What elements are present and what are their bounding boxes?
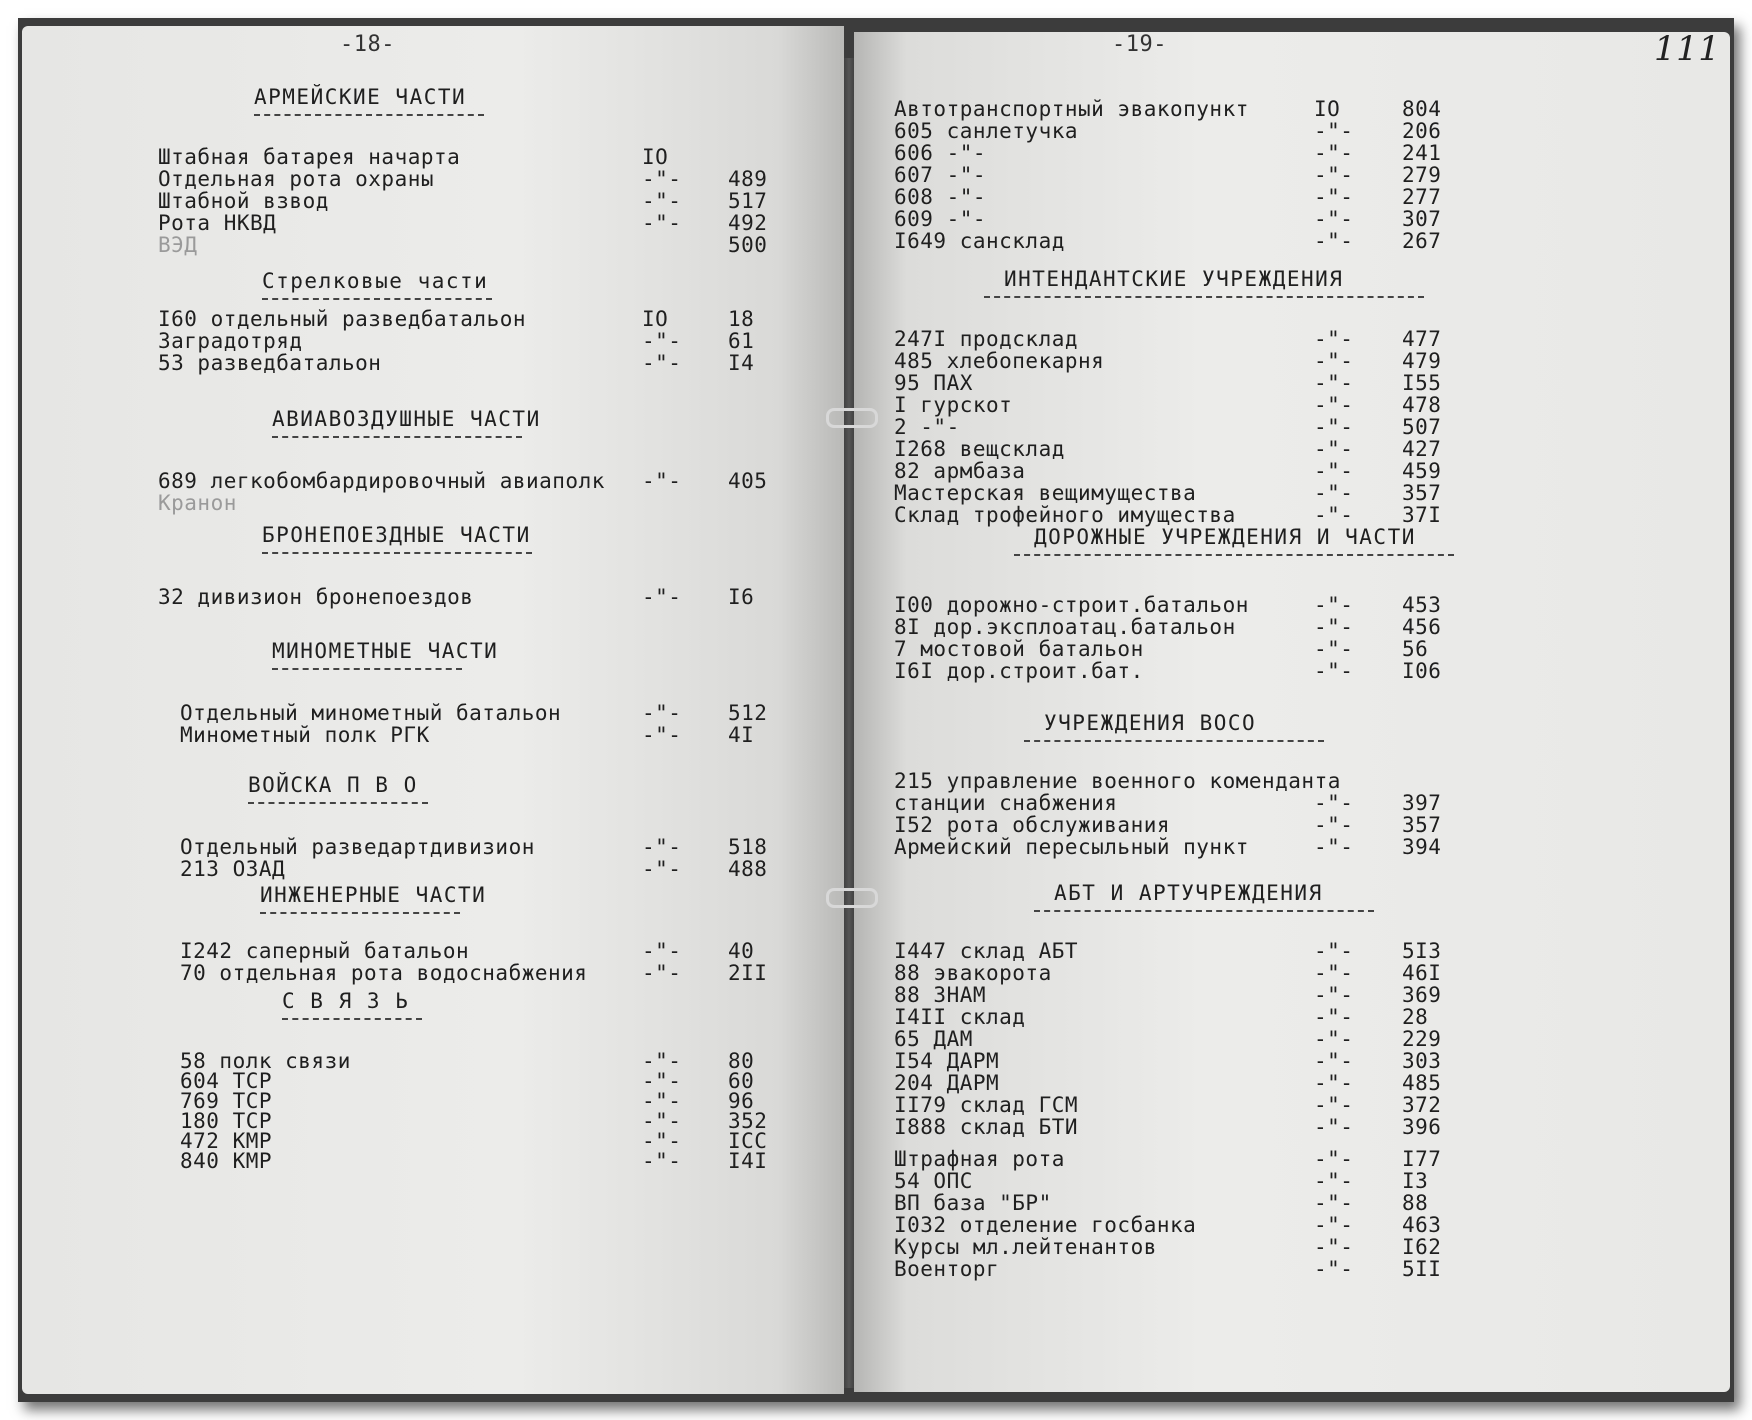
heading-underline [272, 436, 522, 438]
entry-number: 60 [728, 1069, 755, 1093]
entry-number: I3 [1402, 1169, 1429, 1193]
section-heading: УЧРЕЖДЕНИЯ ВОСО [1044, 711, 1257, 735]
entry-name: 840 КМР [180, 1149, 273, 1173]
entry-number: 369 [1402, 983, 1442, 1007]
entry-number: 241 [1402, 141, 1442, 165]
ditto-mark: -"- [1314, 1213, 1354, 1237]
ditto-mark: -"- [1314, 393, 1354, 417]
entry-number: 405 [728, 469, 768, 493]
entry-number: 61 [728, 329, 755, 353]
ditto-mark: -"- [642, 329, 682, 353]
entry-name: Мастерская вещимущества [894, 481, 1197, 505]
entry-number: I4 [728, 351, 755, 375]
entry-name: I6I дор.строит.бат. [894, 659, 1144, 683]
entry-name: I00 дорожно-строит.батальон [894, 593, 1249, 617]
entry-name: 689 легкобомбардировочный авиаполк [158, 469, 605, 493]
entry-number: 479 [1402, 349, 1442, 373]
ditto-mark: -"- [642, 1109, 682, 1133]
entry-name: I447 склад АБТ [894, 939, 1079, 963]
entry-name: 608 -"- [894, 185, 987, 209]
entry-number: 804 [1402, 97, 1442, 121]
entry-name: Военторг [894, 1257, 1000, 1281]
entry-number: 80 [728, 1049, 755, 1073]
ditto-mark: -"- [1314, 961, 1354, 985]
heading-underline [1014, 554, 1454, 556]
entry-number: 277 [1402, 185, 1442, 209]
entry-name: 204 ДАРМ [894, 1071, 1000, 1095]
entry-number: 488 [728, 857, 768, 881]
ditto-mark: IO [642, 307, 669, 331]
ditto-mark: -"- [1314, 349, 1354, 373]
heading-underline [282, 1018, 422, 1020]
entry-name: 769 ТСР [180, 1089, 273, 1113]
entry-name: I54 ДАРМ [894, 1049, 1000, 1073]
section-heading: ИНТЕНДАНТСКИЕ УЧРЕЖДЕНИЯ [1004, 267, 1344, 291]
entry-number: 279 [1402, 163, 1442, 187]
entry-name: 606 -"- [894, 141, 987, 165]
ditto-mark: -"- [1314, 229, 1354, 253]
entry-name: 609 -"- [894, 207, 987, 231]
heading-underline [262, 552, 532, 554]
entry-name: 65 ДАМ [894, 1027, 973, 1051]
section-heading: АРМЕЙСКИЕ ЧАСТИ [254, 85, 467, 109]
entry-number: 37I [1402, 503, 1442, 527]
ditto-mark: -"- [1314, 939, 1354, 963]
entry-name: Склад трофейного имущества [894, 503, 1236, 527]
entry-number: 372 [1402, 1093, 1442, 1117]
ditto-mark: -"- [642, 585, 682, 609]
entry-name: Рота НКВД [158, 211, 277, 235]
entry-name: Штабной взвод [158, 189, 329, 213]
ditto-mark: -"- [1314, 835, 1354, 859]
ditto-mark: -"- [1314, 119, 1354, 143]
entry-number: 512 [728, 701, 768, 725]
entry-name: Штрафная рота [894, 1147, 1065, 1171]
entry-name: I268 вещсклад [894, 437, 1065, 461]
ditto-mark: -"- [1314, 1257, 1354, 1281]
entry-number: 500 [728, 233, 768, 257]
heading-underline [272, 668, 462, 670]
entry-number: 357 [1402, 813, 1442, 837]
entry-number: 396 [1402, 1115, 1442, 1139]
ditto-mark: -"- [642, 835, 682, 859]
ditto-mark: -"- [1314, 791, 1354, 815]
entry-name: 247I продсклад [894, 327, 1079, 351]
entry-number: 453 [1402, 593, 1442, 617]
section-heading: БРОНЕПОЕЗДНЫЕ ЧАСТИ [262, 523, 531, 547]
ditto-mark: -"- [1314, 1027, 1354, 1051]
ditto-mark: -"- [1314, 1071, 1354, 1095]
entry-number: 477 [1402, 327, 1442, 351]
section-heading: Стрелковые части [262, 269, 489, 293]
entry-number: I06 [1402, 659, 1442, 683]
entry-number: 492 [728, 211, 768, 235]
ditto-mark: -"- [642, 351, 682, 375]
entry-number: 46I [1402, 961, 1442, 985]
entry-name: Кранон [158, 491, 237, 515]
entry-number: 518 [728, 835, 768, 859]
section-heading: АВИАВОЗДУШНЫЕ ЧАСТИ [272, 407, 541, 431]
entry-name: 472 КМР [180, 1129, 273, 1153]
entry-name: 485 хлебопекарня [894, 349, 1105, 373]
entry-name: 95 ПАХ [894, 371, 973, 395]
entry-name: 7 мостовой батальон [894, 637, 1144, 661]
entry-name: 213 ОЗАД [180, 857, 286, 881]
left-page [22, 26, 844, 1394]
ditto-mark: -"- [1314, 1147, 1354, 1171]
entry-number: 463 [1402, 1213, 1442, 1237]
ditto-mark: -"- [1314, 1169, 1354, 1193]
ditto-mark: -"- [1314, 1049, 1354, 1073]
ditto-mark: -"- [642, 701, 682, 725]
entry-name: II79 склад ГСМ [894, 1093, 1079, 1117]
entry-number: 56 [1402, 637, 1429, 661]
ditto-mark: -"- [1314, 459, 1354, 483]
ditto-mark: -"- [642, 211, 682, 235]
entry-number: 397 [1402, 791, 1442, 815]
entry-name: 58 полк связи [180, 1049, 351, 1073]
ditto-mark: -"- [642, 1069, 682, 1093]
entry-number: 485 [1402, 1071, 1442, 1095]
ditto-mark: -"- [1314, 163, 1354, 187]
entry-name: I032 отделение госбанка [894, 1213, 1197, 1237]
entry-name: Отдельная рота охраны [158, 167, 435, 191]
entry-number: 307 [1402, 207, 1442, 231]
entry-name: 215 управление военного коменданта [894, 769, 1341, 793]
ditto-mark: IO [642, 145, 669, 169]
entry-name: 54 ОПС [894, 1169, 973, 1193]
ditto-mark: -"- [1314, 327, 1354, 351]
entry-name: 88 ЗНАМ [894, 983, 987, 1007]
ditto-mark: IO [1314, 97, 1341, 121]
section-heading: МИНОМЕТНЫЕ ЧАСТИ [272, 639, 499, 663]
heading-underline [254, 114, 484, 116]
entry-number: I6 [728, 585, 755, 609]
entry-number: I4I [728, 1149, 768, 1173]
entry-name: I888 склад БТИ [894, 1115, 1079, 1139]
entry-number: 5II [1402, 1257, 1442, 1281]
entry-number: 206 [1402, 119, 1442, 143]
entry-name: 88 эвакорота [894, 961, 1052, 985]
entry-name: 605 санлетучка [894, 119, 1079, 143]
entry-name: 2 -"- [894, 415, 960, 439]
entry-name: I242 саперный батальон [180, 939, 470, 963]
page-number: -18- [340, 32, 395, 57]
ditto-mark: -"- [642, 961, 682, 985]
section-heading: С В Я З Ь [282, 989, 410, 1013]
binding-stitch [826, 888, 878, 908]
entry-name: I649 сансклад [894, 229, 1065, 253]
entry-number: 507 [1402, 415, 1442, 439]
entry-name: ВЭД [158, 233, 198, 257]
entry-number: 489 [728, 167, 768, 191]
ditto-mark: -"- [1314, 437, 1354, 461]
entry-name: I гурскот [894, 393, 1013, 417]
entry-number: 517 [728, 189, 768, 213]
entry-number: 18 [728, 307, 755, 331]
ditto-mark: -"- [642, 1089, 682, 1113]
entry-name: станции снабжения [894, 791, 1118, 815]
entry-number: I55 [1402, 371, 1442, 395]
scanned-book-spread [18, 18, 1734, 1402]
ditto-mark: -"- [1314, 481, 1354, 505]
ditto-mark: -"- [642, 723, 682, 747]
ditto-mark: -"- [1314, 593, 1354, 617]
heading-underline [984, 296, 1424, 298]
entry-name: I52 рота обслуживания [894, 813, 1171, 837]
ditto-mark: -"- [642, 1049, 682, 1073]
ditto-mark: -"- [1314, 141, 1354, 165]
ditto-mark: -"- [1314, 1115, 1354, 1139]
ditto-mark: -"- [642, 167, 682, 191]
entry-number: 96 [728, 1089, 755, 1113]
entry-number: 352 [728, 1109, 768, 1133]
entry-name: 82 армбаза [894, 459, 1026, 483]
entry-name: 70 отдельная рота водоснабжения [180, 961, 588, 985]
ditto-mark: -"- [1314, 813, 1354, 837]
page-number: -19- [1112, 32, 1167, 57]
entry-number: 459 [1402, 459, 1442, 483]
ditto-mark: -"- [642, 189, 682, 213]
entry-name: 8I дор.эксплоатац.батальон [894, 615, 1236, 639]
entry-number: 4I [728, 723, 755, 747]
entry-number: 357 [1402, 481, 1442, 505]
section-heading: ИНЖЕНЕРНЫЕ ЧАСТИ [260, 883, 487, 907]
ditto-mark: -"- [1314, 503, 1354, 527]
entry-name: I4II склад [894, 1005, 1026, 1029]
ditto-mark: -"- [1314, 415, 1354, 439]
ditto-mark: -"- [1314, 207, 1354, 231]
right-page [854, 32, 1730, 1392]
entry-name: 607 -"- [894, 163, 987, 187]
section-heading: АБТ И АРТУЧРЕЖДЕНИЯ [1054, 881, 1323, 905]
ditto-mark: -"- [1314, 659, 1354, 683]
ditto-mark: -"- [642, 1129, 682, 1153]
entry-number: 5I3 [1402, 939, 1442, 963]
entry-name: ВП база "БР" [894, 1191, 1052, 1215]
entry-name: 53 разведбатальон [158, 351, 382, 375]
entry-name: Заградотряд [158, 329, 303, 353]
entry-name: Армейский пересыльный пункт [894, 835, 1249, 859]
entry-number: 88 [1402, 1191, 1429, 1215]
entry-number: 478 [1402, 393, 1442, 417]
heading-underline [260, 912, 460, 914]
entry-number: 2II [728, 961, 768, 985]
heading-underline [1024, 740, 1324, 742]
entry-number: 267 [1402, 229, 1442, 253]
entry-name: 32 дивизион бронепоездов [158, 585, 474, 609]
entry-number: ICC [728, 1129, 768, 1153]
entry-name: 604 ТСР [180, 1069, 273, 1093]
ditto-mark: -"- [642, 857, 682, 881]
entry-number: I77 [1402, 1147, 1442, 1171]
section-heading: ВОЙСКА П В О [248, 773, 418, 797]
binding-stitch [826, 408, 878, 428]
archive-folio-number: 111 [1654, 32, 1721, 69]
ditto-mark: -"- [1314, 185, 1354, 209]
entry-number: 229 [1402, 1027, 1442, 1051]
entry-name: Минометный полк РГК [180, 723, 430, 747]
entry-name: 180 ТСР [180, 1109, 273, 1133]
ditto-mark: -"- [1314, 1235, 1354, 1259]
ditto-mark: -"- [1314, 637, 1354, 661]
entry-name: Курсы мл.лейтенантов [894, 1235, 1157, 1259]
entry-name: Отдельный минометный батальон [180, 701, 562, 725]
ditto-mark: -"- [1314, 1005, 1354, 1029]
ditto-mark: -"- [1314, 371, 1354, 395]
entry-number: 394 [1402, 835, 1442, 859]
entry-name: Штабная батарея начарта [158, 145, 461, 169]
entry-name: Автотранспортный эвакопункт [894, 97, 1249, 121]
entry-number: 456 [1402, 615, 1442, 639]
entry-name: Отдельный разведартдивизион [180, 835, 535, 859]
ditto-mark: -"- [1314, 1093, 1354, 1117]
heading-underline [248, 802, 428, 804]
ditto-mark: -"- [1314, 983, 1354, 1007]
entry-name: I60 отдельный разведбатальон [158, 307, 527, 331]
ditto-mark: -"- [1314, 615, 1354, 639]
entry-number: 427 [1402, 437, 1442, 461]
ditto-mark: -"- [642, 469, 682, 493]
heading-underline [1034, 910, 1374, 912]
ditto-mark: -"- [642, 1149, 682, 1173]
entry-number: 303 [1402, 1049, 1442, 1073]
section-heading: ДОРОЖНЫЕ УЧРЕЖДЕНИЯ И ЧАСТИ [1034, 525, 1416, 549]
entry-number: I62 [1402, 1235, 1442, 1259]
entry-number: 40 [728, 939, 755, 963]
ditto-mark: -"- [1314, 1191, 1354, 1215]
entry-number: 28 [1402, 1005, 1429, 1029]
ditto-mark: -"- [642, 939, 682, 963]
heading-underline [262, 298, 492, 300]
